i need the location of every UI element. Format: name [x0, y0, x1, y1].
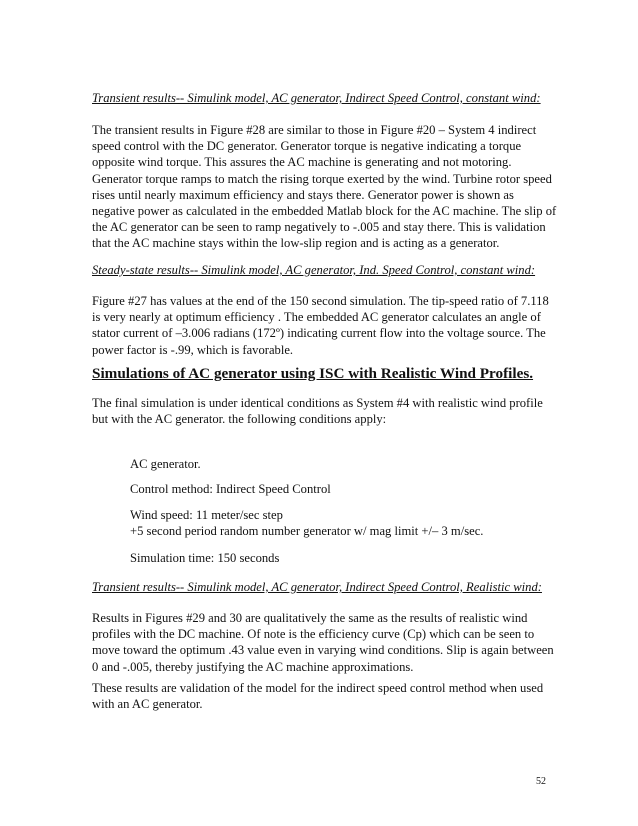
section-title-realistic-wind: Simulations of AC generator using ISC with Realistic Wind Profiles. [92, 365, 534, 382]
page-number: 52 [536, 776, 546, 787]
paragraph-transient-realistic: Results in Figures #29 and 30 are qualitatively the same as the results of realistic wind profiles with the DC machine. Of note is the efficiency curve (Cp) which can be seen to move toward the optimum .43 value even in varying wind conditions. Slip is again between 0 and -.005, thereby justifying the AC machine approximations. [92, 611, 554, 674]
paragraph-steady-state: Figure #27 has values at the end of the 150 second simulation. The tip-speed ratio of 7.118 is very nearly at optimum efficiency . The embedded AC generator calculates an angle of stator current of –3.006 radians (172º) indicating current flow into the voltage source. The power factor is -.99, which is favorable. [92, 294, 549, 357]
section-heading-steady-state: Steady-state results-- Simulink model, AC generator, Ind. Speed Control, constant wind: [92, 263, 536, 277]
paragraph-conclusion: These results are validation of the model for the indirect speed control method when used with an AC generator. [92, 681, 544, 712]
condition-simulation-time: Simulation time: 150 seconds [130, 551, 280, 565]
condition-generator: AC generator. [130, 457, 201, 471]
condition-wind-random: +5 second period random number generator w/ mag limit +/– 3 m/sec. [130, 524, 484, 538]
paragraph-transient-constant: The transient results in Figure #28 are similar to those in Figure #20 – System 4 indirect speed control with the DC generator. Generator torque is negative indicating a torque opposite wind torque. This assures the AC machine is generating and not motoring. Generator torque ramps to match the rising torque exerted by the wind. Turbine rotor speed rises until nearly maximum efficiency and stays there. Generator power is shown as negative power as calculated in the embedded Matlab block for the AC machine. The slip of the AC generator can be seen to ramp negatively to -.005 and stay there. This is validation that the AC machine stays within the low-slip region and is acting as a generator. [92, 123, 557, 251]
condition-wind-speed: Wind speed: 11 meter/sec step [130, 508, 283, 522]
section-heading-transient-constant: Transient results-- Simulink model, AC generator, Indirect Speed Control, constant wind: [92, 91, 541, 105]
paragraph-realistic-wind-intro: The final simulation is under identical conditions as System #4 with realistic wind profile but with the AC generator. the following conditions apply: [92, 396, 543, 427]
section-heading-transient-realistic: Transient results-- Simulink model, AC generator, Indirect Speed Control, Realistic wind: [92, 580, 542, 594]
condition-control-method: Control method: Indirect Speed Control [130, 482, 331, 496]
